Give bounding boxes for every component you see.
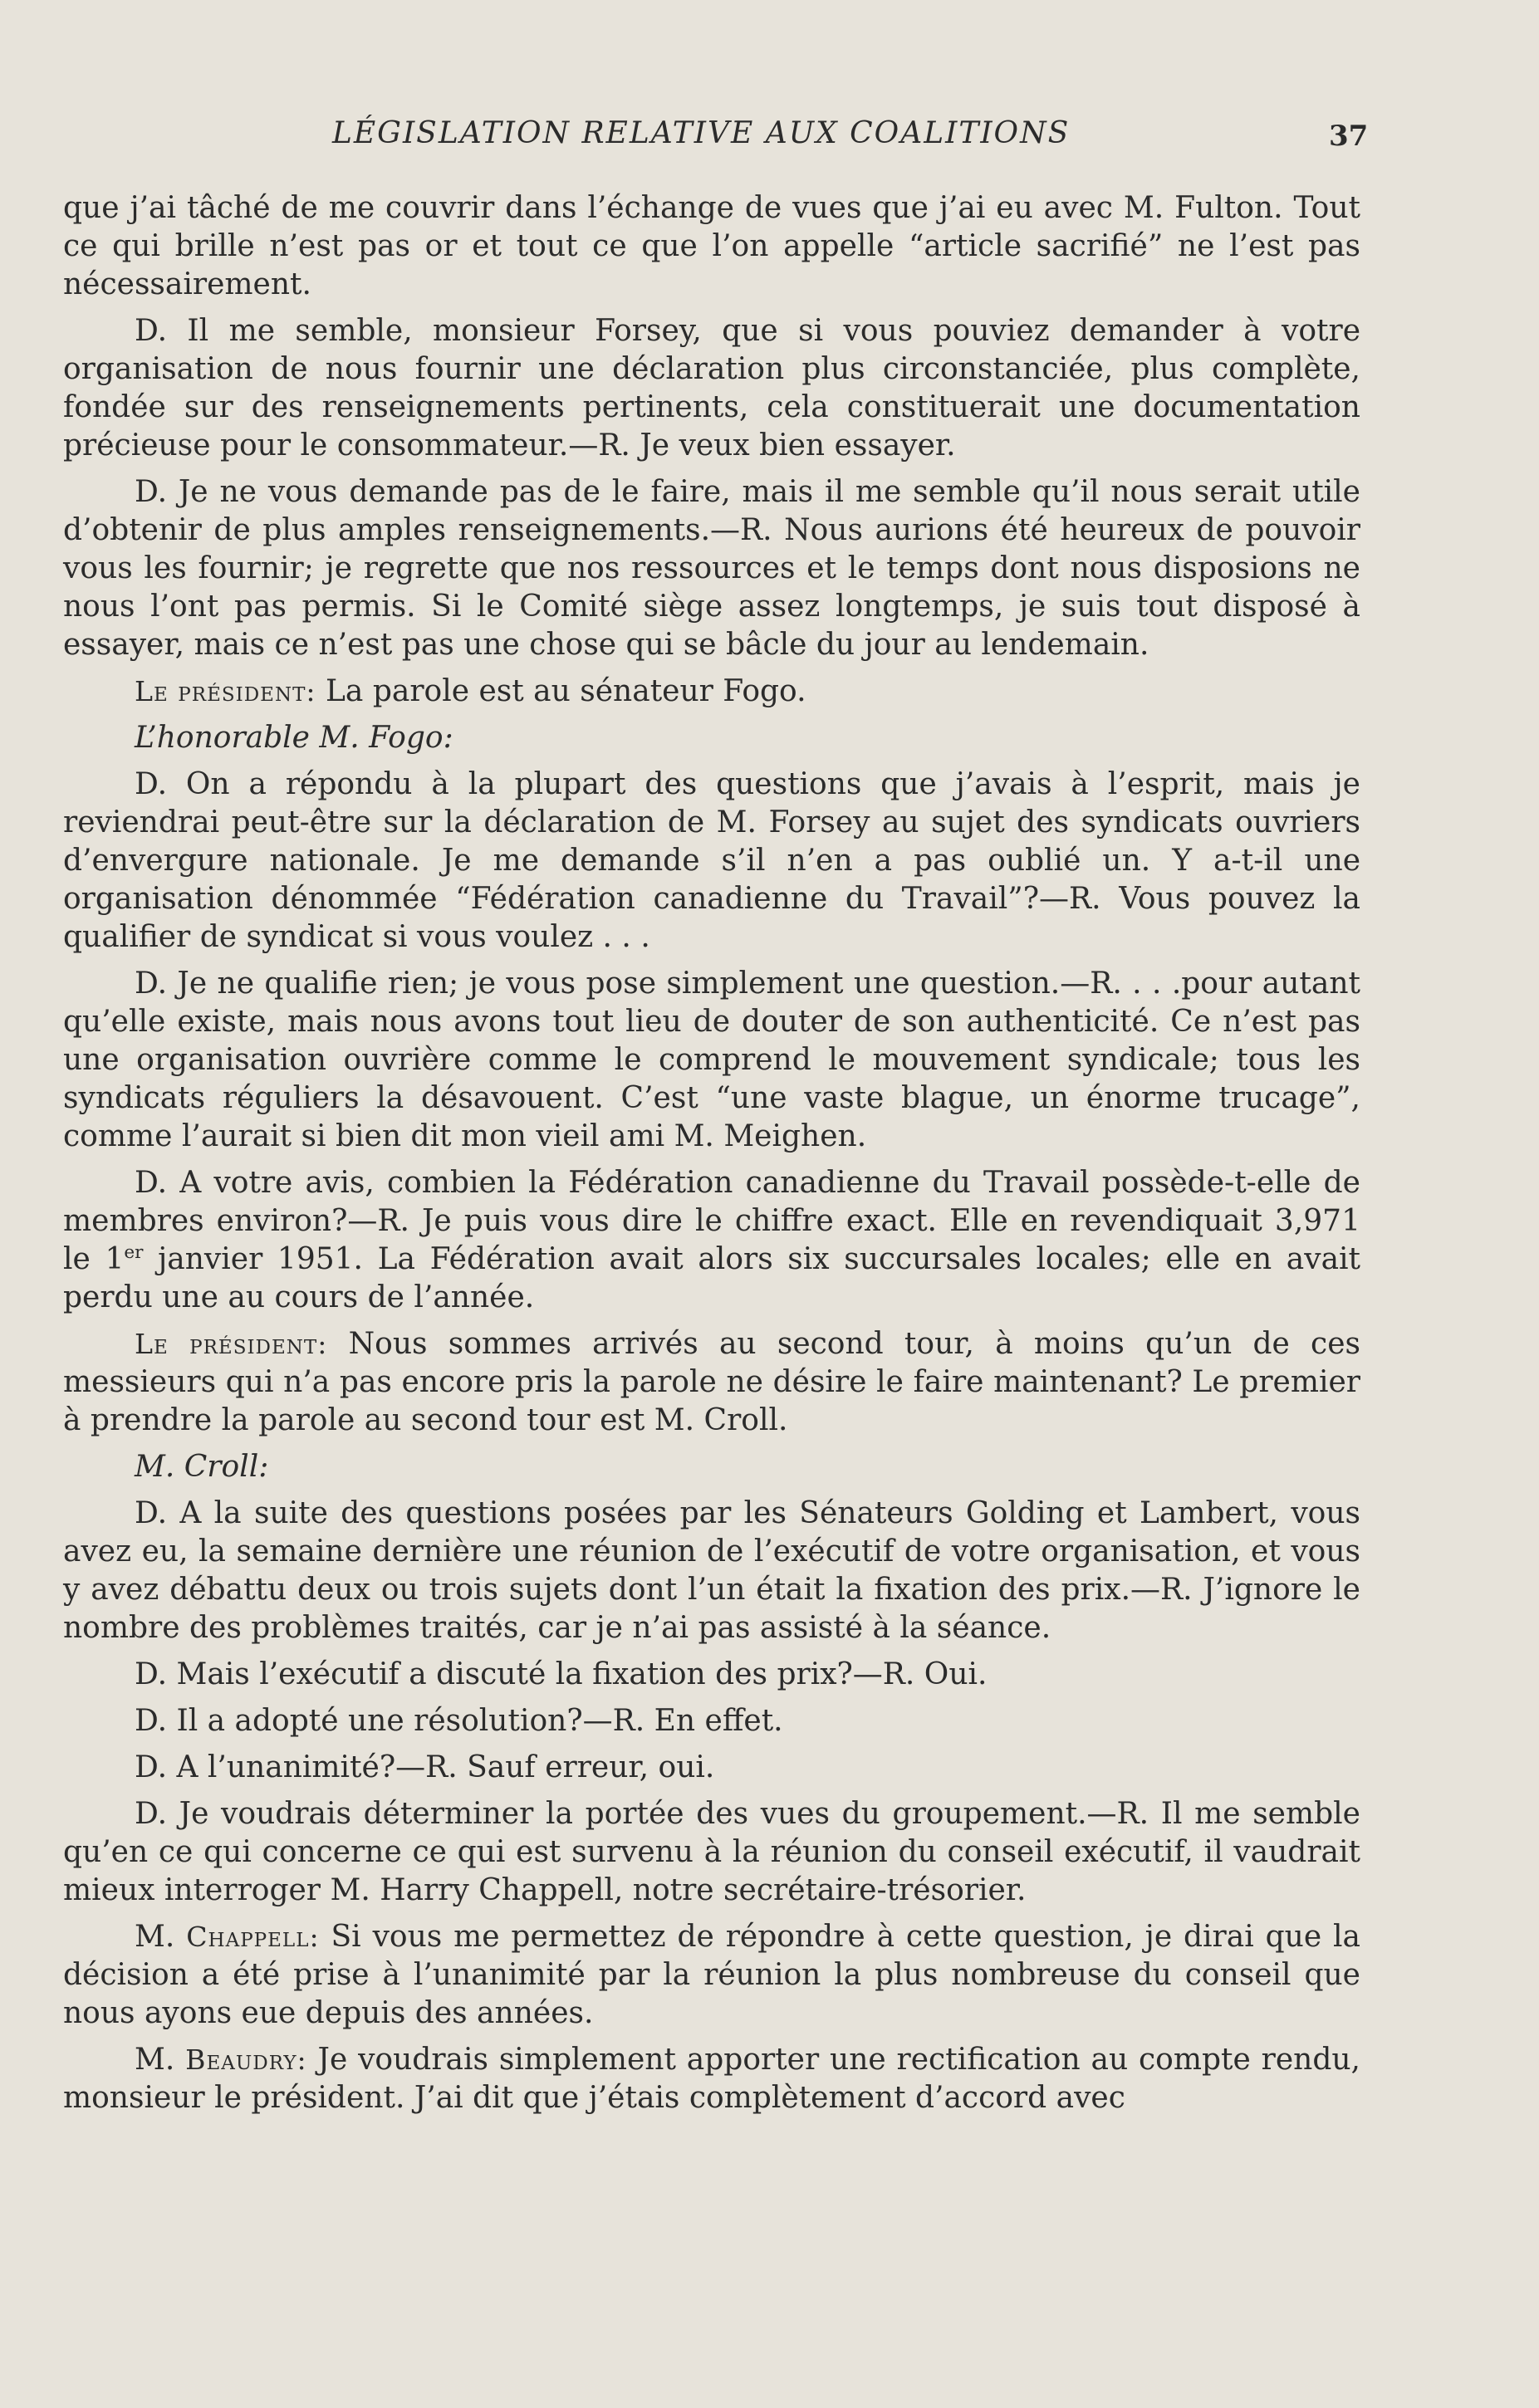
speaker-name: Beaudry: xyxy=(185,2043,307,2076)
speaker-heading: L’honorable M. Fogo: xyxy=(135,721,453,755)
paragraph-text: Nous sommes arrivés au second tour, à moins qu’un de ces messieurs qui n’a pas encore pris la parole ne désire le faire maintenant? Le premier à prendre la parole au second tour est M. Croll. xyxy=(63,1327,1360,1437)
paragraph: D. Mais l’exécutif a discuté la fixation des prix?—R. Oui. xyxy=(135,1657,988,1691)
speaker-prefix: M. xyxy=(135,1920,187,1954)
paragraph-text: janvier 1951. La Fédération avait alors six succursales locales; elle en avait perdu une au cours de l’année. xyxy=(63,1242,1361,1314)
paragraph: D. Je ne vous demande pas de le faire, mais il me semble qu’il nous serait utile d’obtenir de plus amples renseignements.—R. Nous aurions été heureux de pouvoir vous les fournir; je regrette que nos ressources et le temps dont nous disposions ne nous l’ont pas permis. Si le Comité siège assez longtemps, je suis tout disposé à essayer, mais ce n’est pas une chose qui se bâcle du jour au lendemain. xyxy=(63,475,1360,662)
superscript: er xyxy=(124,1242,144,1263)
paragraph: que j’ai tâché de me couvrir dans l’échange de vues que j’ai eu avec M. Fulton. Tout ce qui brille n’est pas or et tout ce que l’on appelle “article sacrifié” ne l’est pas nécessairement. xyxy=(63,191,1360,301)
speaker-name: Le président: xyxy=(135,675,316,707)
speaker-name: Le président: xyxy=(135,1328,328,1360)
paragraph: D. A la suite des questions posées par les Sénateurs Golding et Lambert, vous avez eu, la semaine dernière une réunion de l’exécutif de votre organisation, et vous y avez débattu deux ou trois sujets dont l’un était la fixation des prix.—R. J’ignore le nombre des problèmes traités, car je n’ai pas assisté à la séance. xyxy=(63,1496,1360,1645)
paragraph xyxy=(63,2041,1360,2117)
paragraph xyxy=(63,1325,1360,1440)
speaker-name: Chappell: xyxy=(186,1921,320,1953)
speaker-prefix: M. xyxy=(135,2043,186,2077)
paragraph-text: La parole est au sénateur Fogo. xyxy=(316,674,806,708)
paragraph: D. On a répondu à la plupart des questions que j’avais à l’esprit, mais je reviendrai peut-être sur la déclaration de M. Forsey au sujet des syndicats ouvriers d’envergure nationale. Je me demande s’il n’en a pas oublié un. Y a-t-il une organisation dénommée “Fédération canadienne du Travail”?—R. Vous pouvez la qualifier de syndicat si vous voulez . . . xyxy=(63,767,1360,954)
paragraph xyxy=(63,673,1360,711)
paragraph xyxy=(63,1918,1360,2033)
paragraph: D. Je ne qualifie rien; je vous pose simplement une question.—R. . . .pour autant qu’elle existe, mais nous avons tout lieu de douter de son authenticité. Ce n’est pas une organisation ouvrière comme le comprend le mouvement syndicale; tous les syndicats réguliers la désavouent. C’est “une vaste blague, un énorme trucage”, comme l’aurait si bien dit mon vieil ami M. Meighen. xyxy=(63,967,1360,1153)
page-number: 37 xyxy=(1329,120,1369,153)
speaker-heading: M. Croll: xyxy=(135,1450,269,1484)
paragraph-text: Je voudrais simplement apporter une rectification au compte rendu, monsieur le président. J’ai dit que j’étais complètement d’accord avec xyxy=(63,2043,1361,2115)
paragraph: D. Il me semble, monsieur Forsey, que si vous pouviez demander à votre organisation de nous fournir une déclaration plus circonstanciée, plus complète, fondée sur des renseignements pertinents, cela constituerait une documentation précieuse pour le consommateur.—R. Je veux bien essayer. xyxy=(63,314,1360,463)
paragraph-text: Si vous me permettez de répondre à cette question, je dirai que la décision a été prise à l’unanimité par la réunion la plus nombreuse du conseil que nous ayons eue depuis des années. xyxy=(63,1920,1360,2030)
paragraph: D. A l’unanimité?—R. Sauf erreur, oui. xyxy=(135,1750,715,1784)
paragraph xyxy=(63,1164,1360,1317)
running-header: LÉGISLATION RELATIVE AUX COALITIONS xyxy=(332,116,1071,150)
paragraph-text: D. A votre avis, combien la Fédération canadienne du Travail possède-t-elle de membres environ?—R. Je puis vous dire le chiffre exact. Elle en revendiquait 3,971 le 1 xyxy=(63,1166,1360,1276)
paragraph: D. Il a adopté une résolution?—R. En effet. xyxy=(135,1704,783,1738)
body-text xyxy=(63,189,1360,2126)
paragraph: D. Je voudrais déterminer la portée des vues du groupement.—R. Il me semble qu’en ce qui concerne ce qui est survenu à la réunion du conseil exécutif, il vaudrait mieux interroger M. Harry Chappell, notre secrétaire-trésorier. xyxy=(63,1797,1360,1907)
